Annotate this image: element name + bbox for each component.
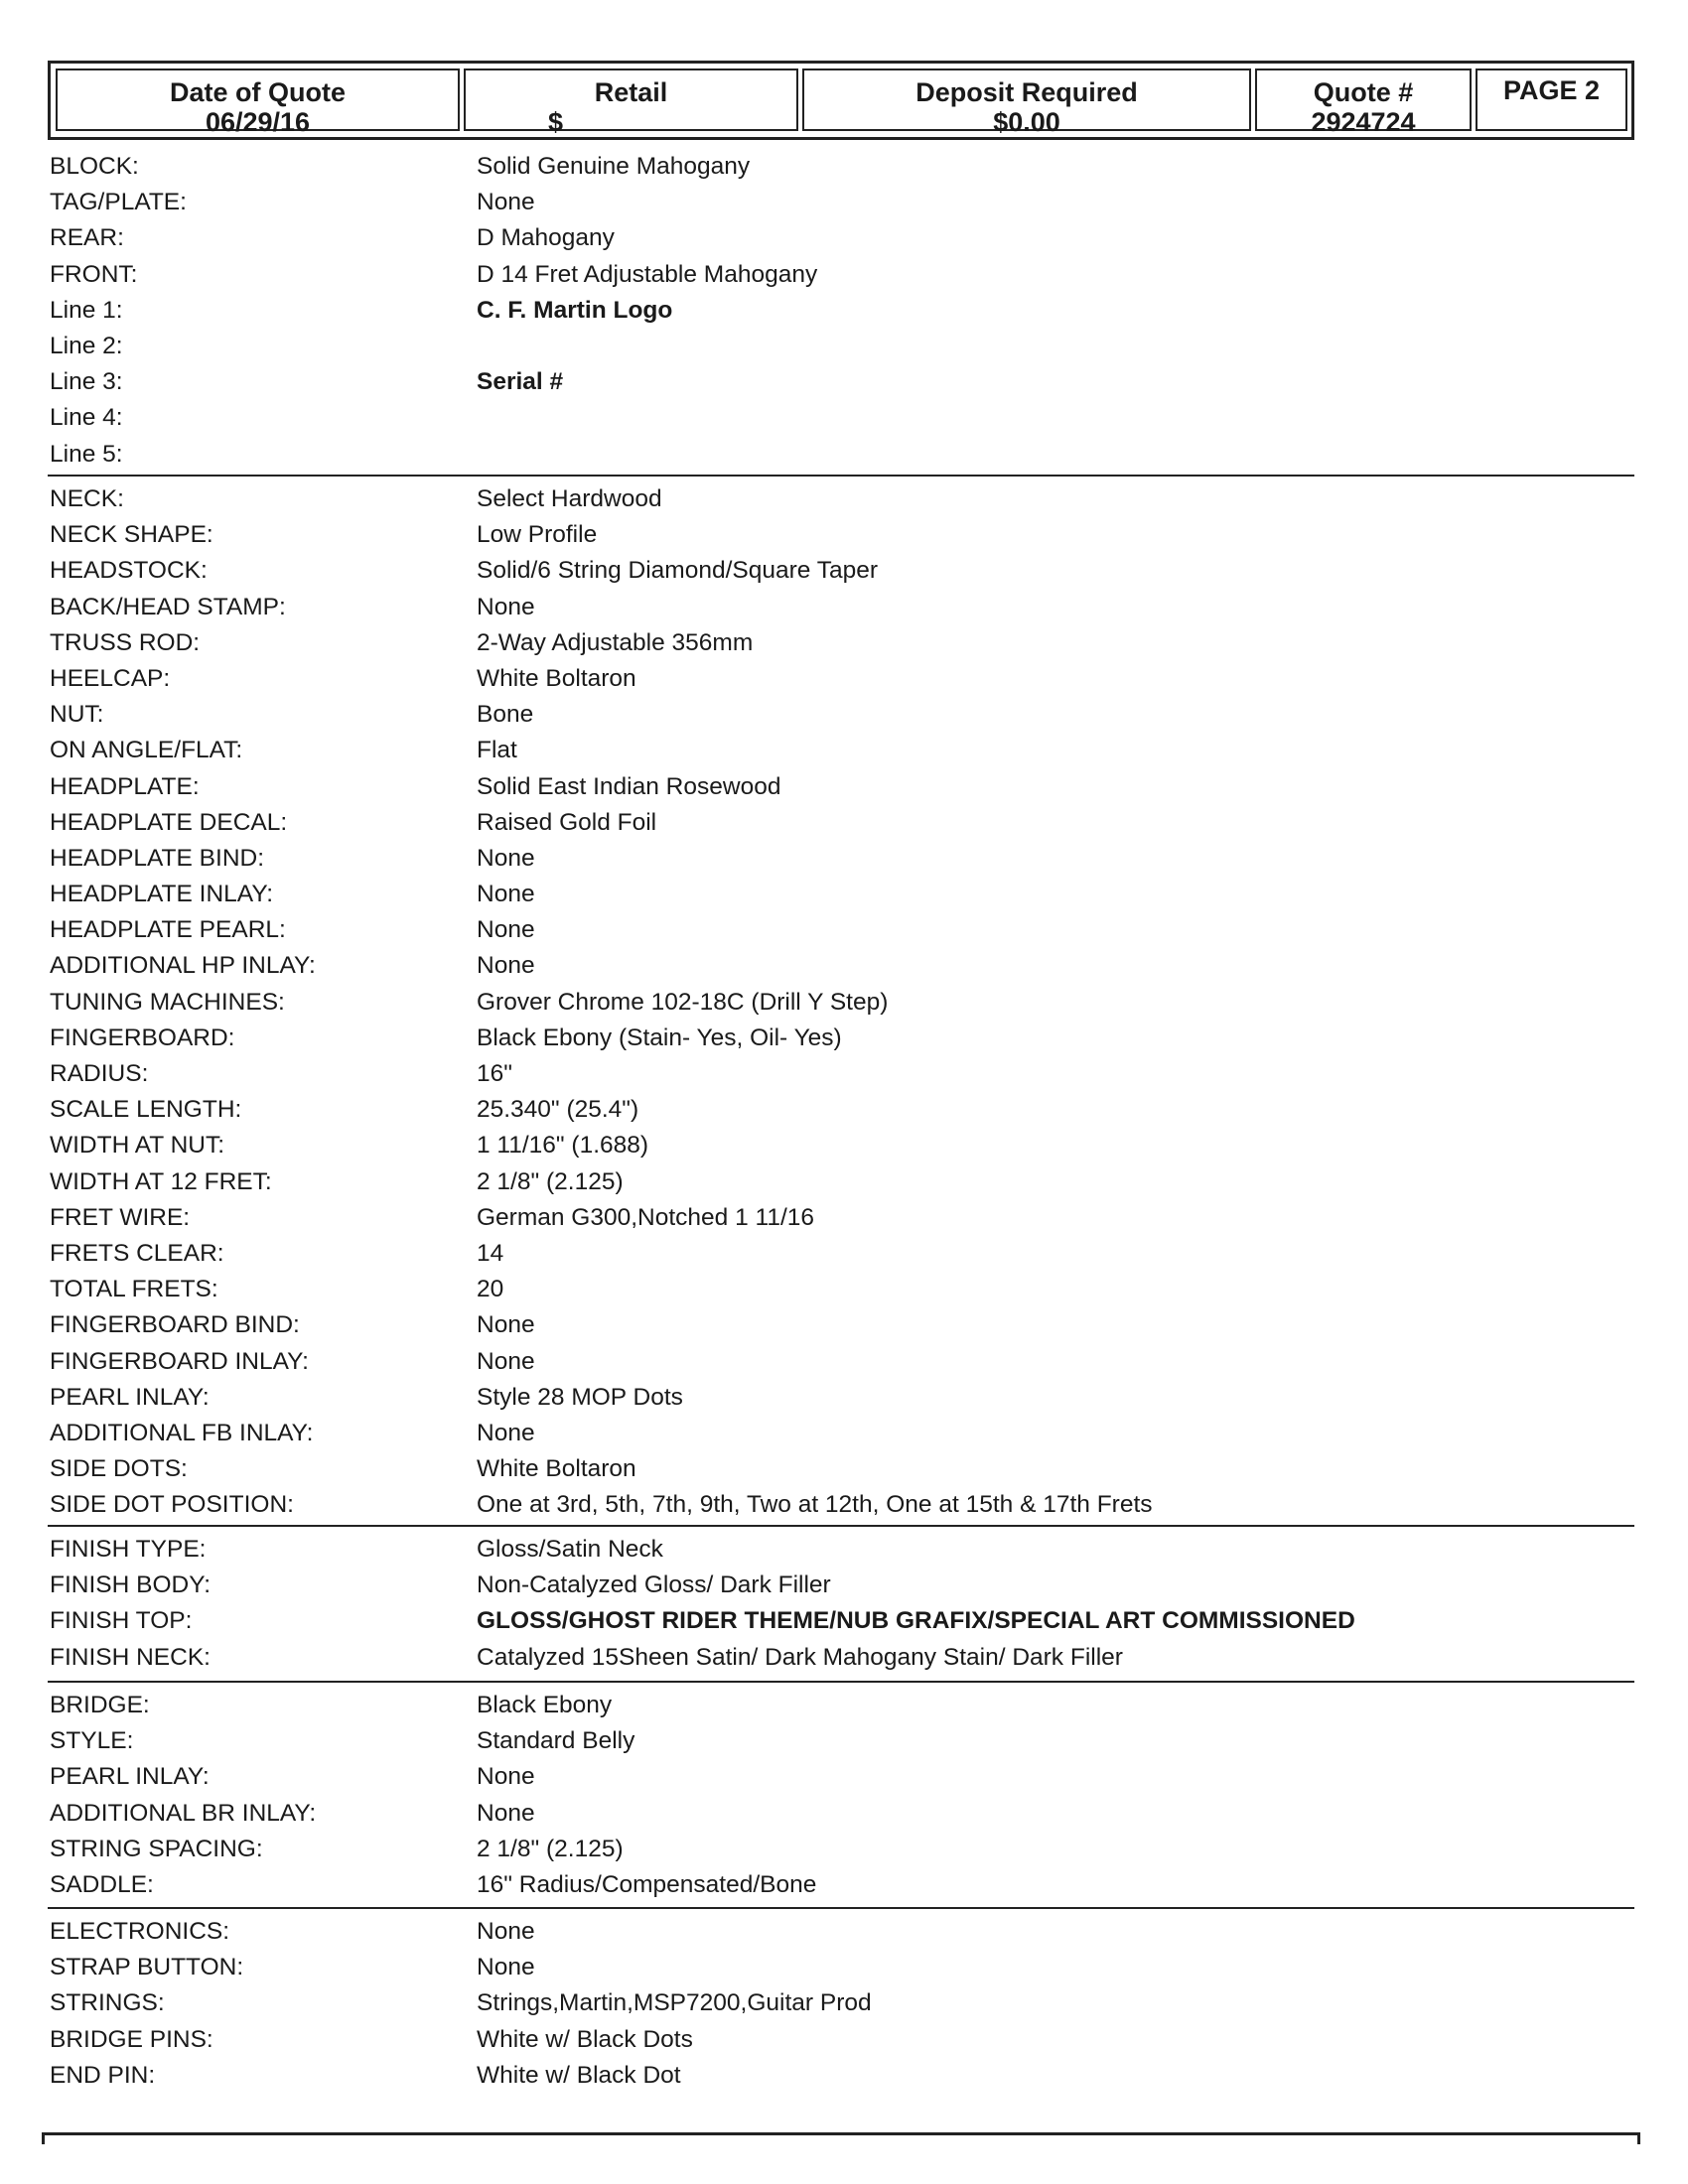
spec-row [50, 1532, 1638, 1568]
spec-value: Catalyzed 15Sheen Satin/ Dark Mahogany Stain/ Dark Filler [477, 1643, 1123, 1671]
spec-label: SCALE LENGTH: [50, 1096, 242, 1124]
section-hardware [50, 1914, 1638, 2094]
spec-row [50, 1603, 1638, 1639]
spec-label: ADDITIONAL FB INLAY: [50, 1419, 314, 1446]
spec-row [50, 948, 1638, 984]
spec-row [50, 1451, 1638, 1487]
spec-row [50, 985, 1638, 1021]
spec-value: 25.340" (25.4") [477, 1096, 639, 1124]
spec-row [50, 1416, 1638, 1451]
spec-label: WIDTH AT NUT: [50, 1132, 225, 1160]
spec-value: White Boltaron [477, 664, 636, 692]
spec-label: Line 2: [50, 332, 123, 359]
spec-label: BRIDGE: [50, 1692, 150, 1718]
spec-value: None [477, 1918, 535, 1945]
spec-label: REAR: [50, 224, 124, 252]
spec-row [50, 1723, 1638, 1759]
spec-value: 14 [477, 1239, 504, 1267]
section-divider [48, 1681, 1634, 1683]
spec-row [50, 1021, 1638, 1056]
spec-label: TOTAL FRETS: [50, 1276, 218, 1303]
spec-value: None [477, 1347, 535, 1375]
spec-value: C. F. Martin Logo [477, 296, 673, 324]
deposit-required-label: Deposit Required [915, 77, 1138, 107]
spec-value: 20 [477, 1276, 504, 1303]
section-divider [48, 1525, 1634, 1527]
spec-label: FINGERBOARD INLAY: [50, 1347, 309, 1375]
spec-value: Solid Genuine Mahogany [477, 153, 751, 180]
spec-value: None [477, 1799, 535, 1827]
spec-label: BLOCK: [50, 153, 139, 180]
spec-value: None [477, 189, 535, 216]
spec-value: Strings,Martin,MSP7200,Guitar Prod [477, 1989, 872, 2017]
spec-value: Style 28 MOP Dots [477, 1383, 683, 1411]
spec-row [50, 1128, 1638, 1163]
spec-label: Line 4: [50, 404, 123, 432]
spec-value: 2 1/8" (2.125) [477, 1835, 624, 1862]
spec-label: BACK/HEAD STAMP: [50, 593, 286, 620]
spec-value: White w/ Black Dots [477, 2025, 693, 2053]
spec-row [50, 590, 1638, 625]
spec-label: FINISH BODY: [50, 1571, 211, 1599]
retail-value: $ [548, 107, 564, 137]
spec-label: HEADSTOCK: [50, 557, 208, 585]
spec-label: HEADPLATE INLAY: [50, 881, 274, 908]
spec-label: TAG/PLATE: [50, 189, 187, 216]
quote-number-value: 2924724 [1311, 107, 1416, 137]
spec-row [50, 1914, 1638, 1950]
spec-value: Bone [477, 701, 534, 729]
spec-row [50, 1272, 1638, 1307]
spec-label: STYLE: [50, 1727, 134, 1755]
spec-label: NUT: [50, 701, 104, 729]
spec-label: END PIN: [50, 2061, 156, 2089]
spec-value: None [477, 916, 535, 944]
section-divider [48, 475, 1634, 477]
spec-label: Line 5: [50, 440, 123, 468]
footer-rule [42, 2132, 1640, 2135]
spec-label: FRET WIRE: [50, 1203, 191, 1231]
spec-value: Gloss/Satin Neck [477, 1536, 663, 1563]
spec-label: SIDE DOT POSITION: [50, 1491, 294, 1519]
quote-number-cell [1255, 68, 1472, 137]
spec-label: FINISH TOP: [50, 1607, 193, 1635]
spec-row [50, 1056, 1638, 1092]
spec-label: PEARL INLAY: [50, 1763, 210, 1791]
spec-value: Black Ebony [477, 1692, 613, 1718]
spec-label: ADDITIONAL HP INLAY: [50, 952, 316, 980]
spec-row [50, 841, 1638, 877]
spec-row [50, 733, 1638, 768]
spec-value: Grover Chrome 102-18C (Drill Y Step) [477, 988, 889, 1016]
spec-row [50, 1092, 1638, 1128]
spec-row [50, 661, 1638, 697]
spec-row [50, 185, 1638, 220]
date-of-quote-label: Date of Quote [169, 77, 346, 107]
spec-value: Solid East Indian Rosewood [477, 772, 781, 800]
spec-row [50, 2022, 1638, 2058]
section-finish [50, 1532, 1638, 1676]
spec-value: 16" Radius/Compensated/Bone [477, 1870, 817, 1898]
spec-value: D 14 Fret Adjustable Mahogany [477, 260, 818, 288]
spec-label: FINGERBOARD: [50, 1024, 235, 1051]
spec-label: TRUSS ROD: [50, 628, 201, 656]
spec-label: SIDE DOTS: [50, 1455, 188, 1483]
spec-row [50, 1236, 1638, 1272]
spec-row [50, 1380, 1638, 1416]
spec-label: ON ANGLE/FLAT: [50, 737, 243, 764]
spec-value: White Boltaron [477, 1455, 636, 1483]
spec-value: None [477, 593, 535, 620]
spec-row [50, 1867, 1638, 1903]
spec-label: NECK SHAPE: [50, 521, 213, 549]
retail-cell [464, 68, 798, 137]
spec-row [50, 1985, 1638, 2021]
spec-value: Raised Gold Foil [477, 808, 657, 836]
spec-row [50, 1640, 1638, 1676]
spec-label: ADDITIONAL BR INLAY: [50, 1799, 317, 1827]
spec-row [50, 697, 1638, 733]
spec-value: 2 1/8" (2.125) [477, 1167, 624, 1195]
spec-row [50, 805, 1638, 841]
spec-row [50, 257, 1638, 293]
spec-row [50, 1164, 1638, 1200]
retail-label: Retail [594, 77, 668, 107]
section-neck [50, 481, 1638, 1523]
footer-rule-left-tick [42, 2132, 45, 2144]
footer-rule-right-tick [1637, 2132, 1640, 2144]
spec-label: TUNING MACHINES: [50, 988, 285, 1016]
spec-label: FINISH TYPE: [50, 1536, 207, 1563]
section-divider [48, 1907, 1634, 1909]
section-bridge [50, 1688, 1638, 1903]
spec-row [50, 1568, 1638, 1603]
deposit-required-cell [802, 68, 1251, 137]
spec-label: HEADPLATE PEARL: [50, 916, 286, 944]
spec-row [50, 1688, 1638, 1723]
spec-row [50, 1487, 1638, 1523]
spec-row [50, 220, 1638, 256]
spec-row [50, 1796, 1638, 1832]
spec-row [50, 1950, 1638, 1985]
spec-row [50, 877, 1638, 912]
spec-value: White w/ Black Dot [477, 2061, 681, 2089]
spec-row [50, 1344, 1638, 1380]
spec-label: SADDLE: [50, 1870, 154, 1898]
spec-value: None [477, 1311, 535, 1339]
spec-value: None [477, 1419, 535, 1446]
spec-row [50, 1759, 1638, 1795]
spec-label: FINISH NECK: [50, 1643, 211, 1671]
spec-label: HEADPLATE: [50, 772, 200, 800]
spec-value: None [477, 1954, 535, 1981]
spec-value: German G300,Notched 1 11/16 [477, 1203, 815, 1231]
spec-value: Low Profile [477, 521, 598, 549]
spec-value: 16" [477, 1060, 512, 1087]
spec-row [50, 1200, 1638, 1236]
spec-value: D Mahogany [477, 224, 615, 252]
spec-row [50, 329, 1638, 364]
spec-label: BRIDGE PINS: [50, 2025, 213, 2053]
spec-label: PEARL INLAY: [50, 1383, 210, 1411]
spec-row [50, 625, 1638, 661]
spec-value: Serial # [477, 368, 564, 396]
spec-value: 2-Way Adjustable 356mm [477, 628, 754, 656]
spec-row [50, 364, 1638, 400]
spec-label: STRINGS: [50, 1989, 165, 2017]
date-of-quote-cell [56, 68, 460, 137]
spec-value: Non-Catalyzed Gloss/ Dark Filler [477, 1571, 831, 1599]
spec-value: Flat [477, 737, 517, 764]
page-number-cell [1476, 68, 1627, 131]
deposit-required-value: $0.00 [993, 107, 1060, 137]
spec-row [50, 293, 1638, 329]
spec-row [50, 437, 1638, 473]
spec-value: None [477, 952, 535, 980]
spec-value: Solid/6 String Diamond/Square Taper [477, 557, 879, 585]
spec-label: HEADPLATE BIND: [50, 844, 265, 872]
spec-label: RADIUS: [50, 1060, 149, 1087]
spec-row [50, 2058, 1638, 2094]
spec-label: Line 3: [50, 368, 123, 396]
spec-label: NECK: [50, 485, 124, 512]
spec-value: Black Ebony (Stain- Yes, Oil- Yes) [477, 1024, 842, 1051]
spec-label: HEADPLATE DECAL: [50, 808, 288, 836]
spec-label: WIDTH AT 12 FRET: [50, 1167, 272, 1195]
spec-value: None [477, 844, 535, 872]
spec-row [50, 912, 1638, 948]
spec-row [50, 553, 1638, 589]
spec-row [50, 517, 1638, 553]
spec-row [50, 400, 1638, 436]
section-body [50, 149, 1638, 473]
quote-header [48, 61, 1634, 140]
spec-label: STRING SPACING: [50, 1835, 263, 1862]
spec-value: 1 11/16" (1.688) [477, 1132, 649, 1160]
spec-label: HEELCAP: [50, 664, 171, 692]
page-number-label: PAGE 2 [1502, 75, 1601, 105]
spec-label: FRETS CLEAR: [50, 1239, 224, 1267]
spec-value: Select Hardwood [477, 485, 662, 512]
spec-row [50, 481, 1638, 517]
spec-label: FRONT: [50, 260, 138, 288]
spec-value: None [477, 881, 535, 908]
spec-row [50, 1832, 1638, 1867]
spec-label: Line 1: [50, 296, 123, 324]
quote-number-label: Quote # [1313, 77, 1414, 107]
spec-row [50, 149, 1638, 185]
spec-value: GLOSS/GHOST RIDER THEME/NUB GRAFIX/SPECIAL ART COMMISSIONED [477, 1607, 1355, 1635]
spec-value: One at 3rd, 5th, 7th, 9th, Two at 12th, One at 15th & 17th Frets [477, 1491, 1153, 1519]
date-of-quote-value: 06/29/16 [205, 107, 311, 137]
spec-label: FINGERBOARD BIND: [50, 1311, 300, 1339]
spec-value: Standard Belly [477, 1727, 635, 1755]
spec-row [50, 769, 1638, 805]
spec-value: None [477, 1763, 535, 1791]
spec-row [50, 1307, 1638, 1343]
spec-label: ELECTRONICS: [50, 1918, 230, 1945]
spec-label: STRAP BUTTON: [50, 1954, 244, 1981]
